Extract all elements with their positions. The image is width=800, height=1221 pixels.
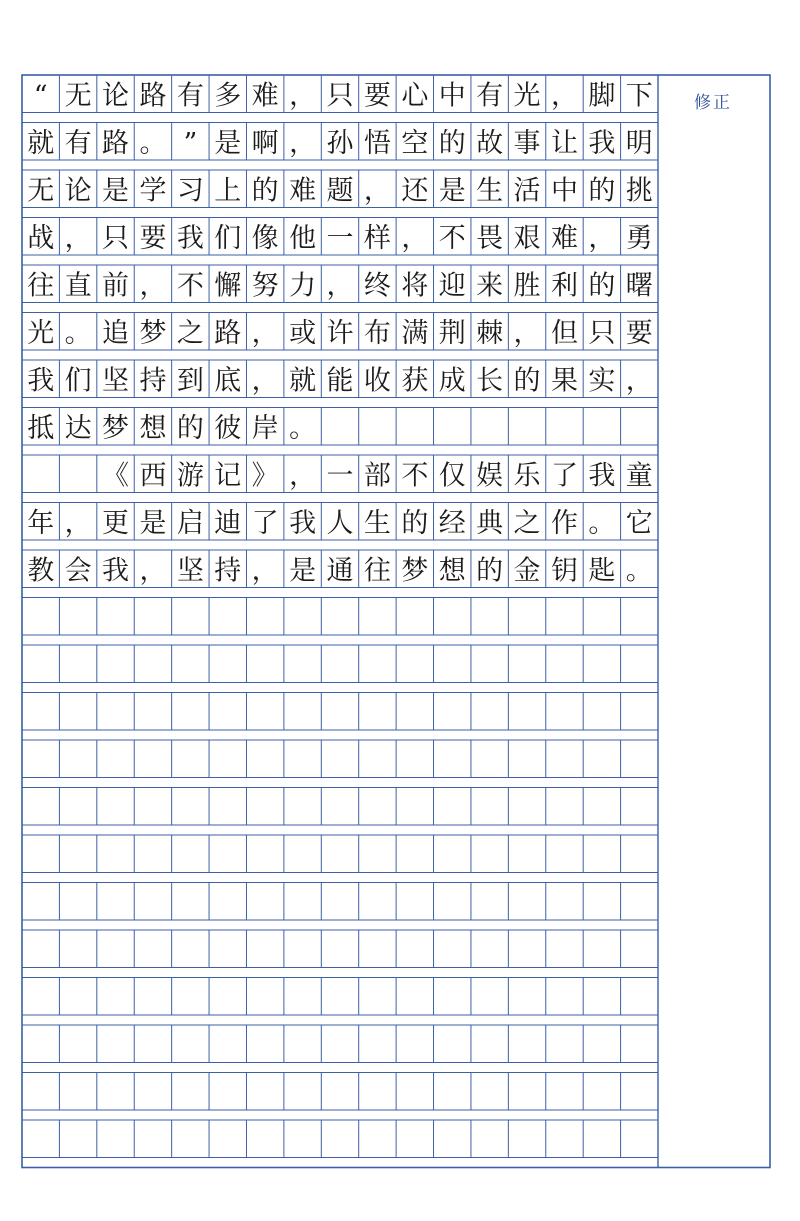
essay-char: 。 xyxy=(139,127,167,159)
essay-char: 的 xyxy=(513,365,541,397)
essay-char: 我 xyxy=(102,555,130,587)
essay-char: 底 xyxy=(214,365,242,397)
essay-char: 论 xyxy=(64,175,92,207)
essay-char: 胜 xyxy=(513,270,541,302)
essay-char: 教 xyxy=(27,555,55,587)
essay-char: 童 xyxy=(625,460,653,492)
essay-char: 的 xyxy=(251,175,279,207)
essay-char: 心 xyxy=(401,80,429,112)
essay-char: 我 xyxy=(289,507,317,539)
essay-char: ， xyxy=(64,222,92,254)
essay-char: 但 xyxy=(550,317,578,349)
essay-char: 无 xyxy=(64,80,92,112)
essay-char: 迎 xyxy=(438,270,466,302)
essay-char: 我 xyxy=(588,127,616,159)
essay-char: 脚 xyxy=(588,80,616,112)
essay-char: 路 xyxy=(214,317,242,349)
essay-char: 是 xyxy=(139,507,167,539)
essay-char: 习 xyxy=(176,175,204,207)
essay-char: 多 xyxy=(214,80,242,112)
essay-char: 娱 xyxy=(476,460,504,492)
margin-correction-label: 修正 xyxy=(694,93,732,113)
essay-char: 让 xyxy=(550,127,578,159)
essay-char: 挑 xyxy=(625,175,653,207)
essay-char: 梦 xyxy=(401,555,429,587)
essay-char: 一 xyxy=(326,222,354,254)
essay-char: 有 xyxy=(476,80,504,112)
essay-char: 之 xyxy=(176,317,204,349)
essay-char: 《 xyxy=(102,460,130,492)
essay-char: 们 xyxy=(64,365,92,397)
essay-char: 的 xyxy=(476,555,504,587)
essay-char: 只 xyxy=(326,80,354,112)
essay-char: 是 xyxy=(214,127,242,159)
essay-char: 。 xyxy=(625,555,653,587)
essay-char: 抵 xyxy=(27,412,55,444)
essay-char: 艰 xyxy=(513,222,541,254)
essay-char: 想 xyxy=(438,555,466,587)
essay-char: 像 xyxy=(251,222,279,254)
essay-char: 有 xyxy=(64,127,92,159)
essay-char: 彼 xyxy=(214,412,242,444)
essay-char: 荆 xyxy=(438,317,466,349)
essay-char: 下 xyxy=(625,80,653,112)
essay-char: 或 xyxy=(289,317,317,349)
essay-char: 中 xyxy=(438,80,466,112)
essay-char: 题 xyxy=(326,175,354,207)
essay-char: 西 xyxy=(139,460,167,492)
essay-char: 要 xyxy=(363,80,391,112)
essay-char: 光 xyxy=(27,317,55,349)
essay-char: 梦 xyxy=(102,412,130,444)
essay-char: 只 xyxy=(102,222,130,254)
essay-char: 。 xyxy=(64,317,92,349)
essay-char: 是 xyxy=(438,175,466,207)
essay-char: ， xyxy=(251,317,279,349)
essay-char: 上 xyxy=(214,175,242,207)
essay-char: 会 xyxy=(64,555,92,587)
essay-char: 典 xyxy=(476,507,504,539)
essay-char: 岸 xyxy=(251,412,279,444)
essay-char: 收 xyxy=(363,365,391,397)
essay-char: 的 xyxy=(401,507,429,539)
essay-char: 通 xyxy=(326,555,354,587)
essay-char: 往 xyxy=(363,555,391,587)
essay-char: 梦 xyxy=(139,317,167,349)
essay-char: 达 xyxy=(64,412,92,444)
essay-char: 能 xyxy=(326,365,354,397)
essay-char: 啊 xyxy=(251,127,279,159)
essay-char: 不 xyxy=(176,270,204,302)
essay-char: 更 xyxy=(102,507,130,539)
essay-char: ， xyxy=(289,80,317,112)
essay-char: 是 xyxy=(102,175,130,207)
essay-char: 我 xyxy=(588,460,616,492)
essay-char: 孙 xyxy=(326,127,354,159)
essay-char: 悟 xyxy=(363,127,391,159)
essay-char: 果 xyxy=(550,365,578,397)
essay-char: 人 xyxy=(326,507,354,539)
essay-char: 曙 xyxy=(625,270,653,302)
essay-char: 持 xyxy=(139,365,167,397)
essay-char: ， xyxy=(64,507,92,539)
essay-char: 空 xyxy=(401,127,429,159)
grid-lines xyxy=(22,75,770,1168)
essay-char: 他 xyxy=(289,222,317,254)
essay-char: 有 xyxy=(176,80,204,112)
essay-char: 》 xyxy=(251,460,279,492)
essay-char: 实 xyxy=(588,365,616,397)
essay-char: ， xyxy=(513,317,541,349)
essay-char: 我 xyxy=(176,222,204,254)
essay-char: 追 xyxy=(102,317,130,349)
essay-char: 仅 xyxy=(438,460,466,492)
essay-char: 利 xyxy=(550,270,578,302)
essay-char: 故 xyxy=(476,127,504,159)
essay-char: 它 xyxy=(625,507,653,539)
essay-char: 的 xyxy=(588,270,616,302)
essay-char: ， xyxy=(289,460,317,492)
essay-char: 钥 xyxy=(550,555,578,587)
essay-char: 前 xyxy=(102,270,130,302)
essay-char: 直 xyxy=(64,270,92,302)
essay-char: 来 xyxy=(476,270,504,302)
essay-char: 我 xyxy=(27,365,55,397)
essay-char: 乐 xyxy=(513,460,541,492)
essay-char: 畏 xyxy=(476,222,504,254)
essay-char: 懈 xyxy=(214,270,242,302)
essay-char: 匙 xyxy=(588,555,616,587)
essay-char: 就 xyxy=(289,365,317,397)
essay-char: 明 xyxy=(625,127,653,159)
essay-char: 样 xyxy=(363,222,391,254)
essay-char: 终 xyxy=(363,270,391,302)
essay-char: 还 xyxy=(401,175,429,207)
essay-char: 往 xyxy=(27,270,55,302)
essay-char: 不 xyxy=(401,460,429,492)
essay-char: ， xyxy=(289,127,317,159)
essay-char: 了 xyxy=(251,507,279,539)
handwritten-essay xyxy=(27,80,653,586)
essay-char: 路 xyxy=(139,80,167,112)
essay-char: 要 xyxy=(139,222,167,254)
essay-char: 部 xyxy=(363,460,391,492)
essay-char: 了 xyxy=(550,460,578,492)
essay-char: 启 xyxy=(176,507,204,539)
essay-char: 不 xyxy=(438,222,466,254)
essay-char: 就 xyxy=(27,127,55,159)
essay-char: 生 xyxy=(363,507,391,539)
essay-char: ， xyxy=(251,555,279,587)
essay-char: ” xyxy=(183,127,198,159)
essay-char: 。 xyxy=(588,507,616,539)
essay-char: 将 xyxy=(401,270,429,302)
essay-char: 获 xyxy=(401,365,429,397)
essay-char: 许 xyxy=(326,317,354,349)
essay-char: 一 xyxy=(326,460,354,492)
essay-char: 金 xyxy=(513,555,541,587)
essay-char: 。 xyxy=(289,412,317,444)
essay-char: 作 xyxy=(550,507,578,539)
essay-char: 活 xyxy=(513,175,541,207)
essay-char: “ xyxy=(33,80,48,112)
essay-char: 想 xyxy=(139,412,167,444)
essay-char: 坚 xyxy=(176,555,204,587)
essay-char: 中 xyxy=(550,175,578,207)
essay-char: 棘 xyxy=(476,317,504,349)
essay-char: 坚 xyxy=(102,365,130,397)
essay-char: 们 xyxy=(214,222,242,254)
essay-char: 路 xyxy=(102,127,130,159)
essay-char: 的 xyxy=(176,412,204,444)
essay-char: 无 xyxy=(27,175,55,207)
essay-char: 只 xyxy=(588,317,616,349)
essay-char: 成 xyxy=(438,365,466,397)
essay-char: 生 xyxy=(476,175,504,207)
essay-char: 是 xyxy=(289,555,317,587)
essay-char: 记 xyxy=(214,460,242,492)
essay-char: 要 xyxy=(625,317,653,349)
essay-char: 持 xyxy=(214,555,242,587)
essay-char: 之 xyxy=(513,507,541,539)
essay-char: 的 xyxy=(588,175,616,207)
essay-char: 论 xyxy=(102,80,130,112)
essay-char: 年 xyxy=(27,507,55,539)
essay-char: ， xyxy=(363,175,391,207)
essay-char: 经 xyxy=(438,507,466,539)
essay-char: 难 xyxy=(550,222,578,254)
essay-char: 战 xyxy=(27,222,55,254)
essay-char: ， xyxy=(139,270,167,302)
essay-char: 满 xyxy=(401,317,429,349)
essay-char: 的 xyxy=(438,127,466,159)
essay-char: 难 xyxy=(251,80,279,112)
essay-char: 事 xyxy=(513,127,541,159)
essay-char: ， xyxy=(401,222,429,254)
essay-char: 迪 xyxy=(214,507,242,539)
essay-char: ， xyxy=(625,365,653,397)
essay-char: 光 xyxy=(513,80,541,112)
essay-char: ， xyxy=(139,555,167,587)
essay-char: 游 xyxy=(176,460,204,492)
essay-char: 布 xyxy=(363,317,391,349)
essay-char: ， xyxy=(251,365,279,397)
essay-char: ， xyxy=(550,80,578,112)
essay-char: 努 xyxy=(251,270,279,302)
essay-char: 长 xyxy=(476,365,504,397)
essay-char: 到 xyxy=(176,365,204,397)
essay-char: ， xyxy=(588,222,616,254)
essay-char: 勇 xyxy=(625,222,653,254)
essay-char: 学 xyxy=(139,175,167,207)
essay-char: 力 xyxy=(289,270,317,302)
essay-char: 难 xyxy=(289,175,317,207)
essay-char: ， xyxy=(326,270,354,302)
